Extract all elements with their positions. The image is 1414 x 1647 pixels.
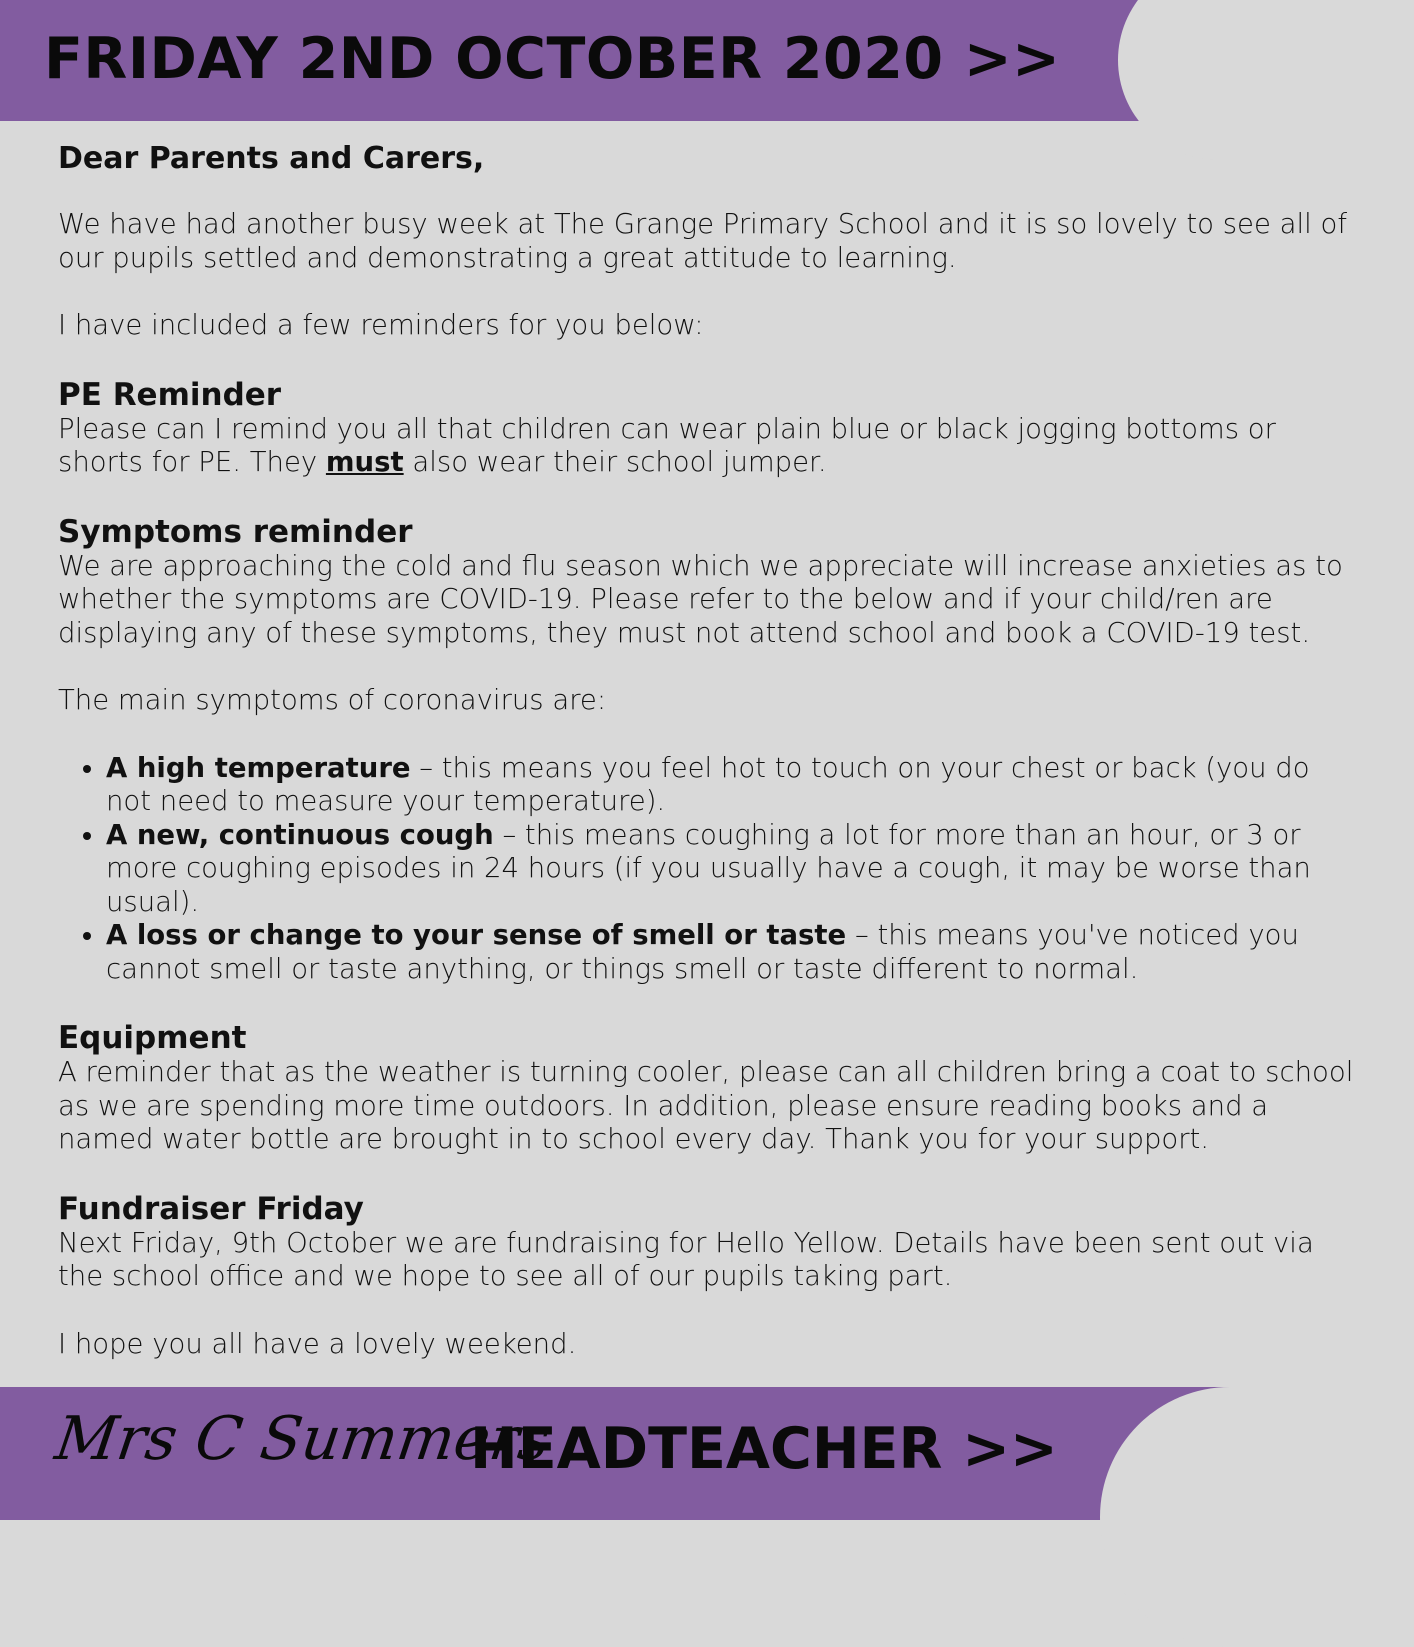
symptoms-list-intro: The main symptoms of coronavirus are: — [58, 684, 607, 716]
letter-body — [58, 140, 1358, 1361]
footer-banner-curve — [1100, 1387, 1414, 1647]
reminders-intro: I have included a few reminders for you below: — [58, 309, 704, 341]
symptom-description: – this means you feel hot to touch on your chest or back (you do not need to measure your temperature). — [106, 751, 1310, 817]
greeting: Dear Parents and Carers, — [58, 141, 485, 176]
intro-paragraph: We have had another busy week at The Grange Primary School and it is so lovely to see all of our pupils settled and demonstrating a great attitude to learning. — [58, 208, 1348, 274]
pe-emphasis: must — [325, 446, 404, 478]
symptom-name: A new, continuous cough — [106, 818, 494, 851]
symptom-name: A loss or change to your sense of smell or taste — [106, 919, 847, 951]
footer-title: HEADTEACHER >> — [470, 1416, 1058, 1482]
pe-text-after: also wear their school jumper. — [403, 446, 827, 478]
fundraiser-heading: Fundraiser Friday — [58, 1190, 364, 1227]
symptoms-heading: Symptoms reminder — [58, 513, 413, 550]
pe-heading: PE Reminder — [58, 376, 282, 413]
symptom-description: – this means coughing a lot for more than an hour, or 3 or more coughing episodes in 24 hours (if you usually have a cough, it may be worse than usual). — [106, 818, 1311, 918]
symptoms-list — [58, 752, 1358, 987]
pe-text-before: Please can I remind you all that children can wear plain blue or black jogging bottoms or shorts for PE. They — [58, 412, 1276, 478]
headteacher-signature: Mrs C Summers — [51, 1404, 555, 1474]
symptom-name: A high temperature — [106, 751, 411, 784]
pe-paragraph — [58, 413, 1358, 480]
list-item — [106, 919, 1358, 986]
page-title: FRIDAY 2ND OCTOBER 2020 >> — [44, 26, 1061, 92]
list-item — [106, 752, 1358, 819]
header-banner-curve — [1118, 0, 1414, 160]
fundraiser-paragraph: Next Friday, 9th October we are fundraising for Hello Yellow. Details have been sent out via the school office and we hope to see all of our pupils taking part. — [58, 1226, 1314, 1292]
symptoms-paragraph: We are approaching the cold and flu season which we appreciate will increase anxieties as to whether the symptoms are COVID-19. Please refer to the below and if your child/ren are displaying any of these symptoms, they must not attend school and book a COVID-19 test. — [58, 549, 1343, 649]
closing-line: I hope you all have a lovely weekend. — [58, 1327, 577, 1360]
equipment-heading: Equipment — [58, 1020, 247, 1056]
list-item — [106, 819, 1358, 920]
equipment-paragraph: A reminder that as the weather is turning cooler, please can all children bring a coat to school as we are spending more time outdoors. In addition, please ensure reading books and a named water bottle are brought in to school every day. Thank you for your support. — [58, 1056, 1354, 1155]
symptom-description: – this means you've noticed you cannot smell or taste anything, or things smell or taste different to normal. — [106, 919, 1299, 985]
